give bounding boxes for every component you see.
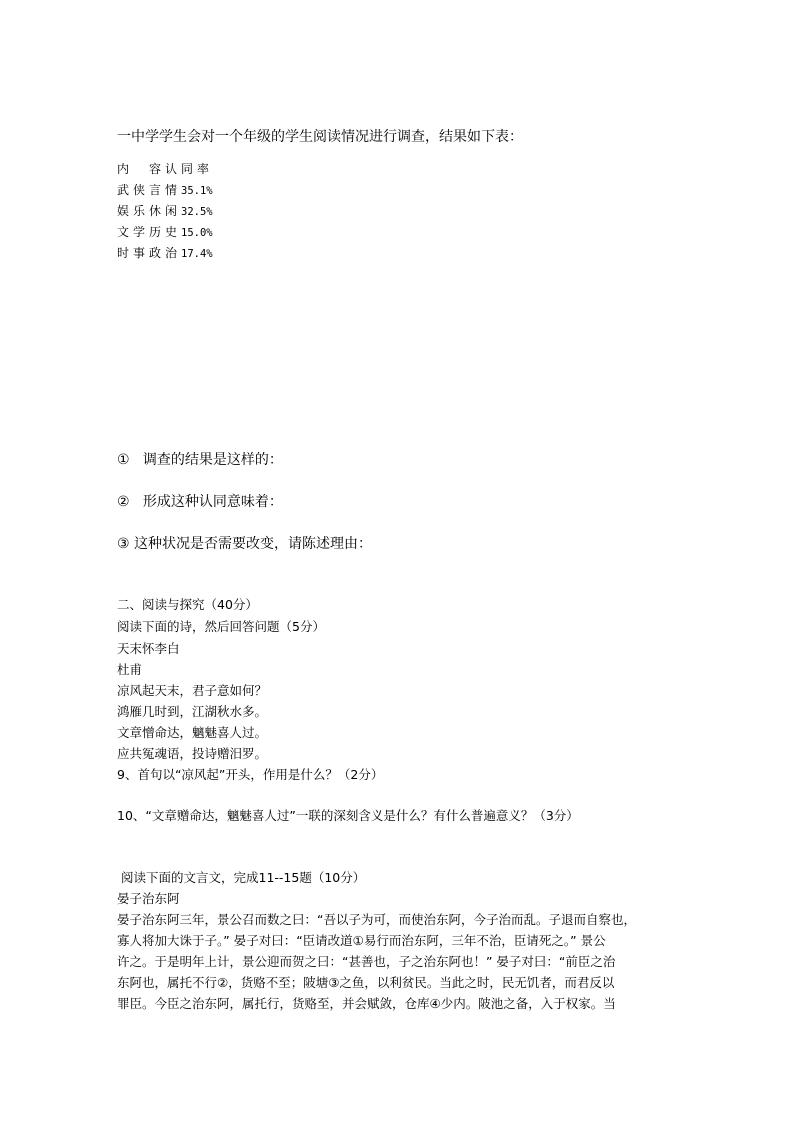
row-label: 时事政治 xyxy=(117,246,182,260)
row-value: 32.5% xyxy=(181,206,213,218)
row-value: 35.1% xyxy=(181,185,213,197)
row-value: 15.0% xyxy=(181,227,213,239)
question-marker: ① xyxy=(117,452,130,468)
intro-text: 一中学学生会对一个年级的学生阅读情况进行调查，结果如下表： xyxy=(117,129,523,145)
classical-line: 罪臣。今臣之治东阿，属托行，货赂至，并会赋敛，仓库④少内。陂池之备，入于权家。当 xyxy=(117,996,616,1011)
classical-line: 晏子治东阿三年，景公召而数之曰：“吾以子为可，而使治东阿，今子治而乱。子退而自察也， xyxy=(117,912,636,927)
question-marker: ② xyxy=(117,494,130,510)
table-header xyxy=(117,160,213,178)
classical-title: 晏子治东阿 xyxy=(117,891,180,906)
table-row xyxy=(117,244,213,263)
poem-instruction: 阅读下面的诗，然后回答问题（5分） xyxy=(117,619,325,634)
question-marker: ③ xyxy=(117,536,130,552)
poem-author: 杜甫 xyxy=(117,662,143,677)
question-2 xyxy=(117,493,283,511)
classical-line: 东阿也，属托不行②，货赂不至；陂塘③之鱼，以利贫民。当此之时，民无饥者，而君反以 xyxy=(117,975,615,990)
table-row xyxy=(117,202,213,221)
header-rate: 认同率 xyxy=(165,162,214,176)
poem-line: 文章憎命达，魑魅喜人过。 xyxy=(117,725,268,740)
classical-line: 寡人将加大诛于子。” 晏子对曰：“臣请改道①易行而治东阿，三年不治，臣请死之。” 景公 xyxy=(117,933,606,948)
question-3 xyxy=(117,535,372,553)
question-text: 这种状况是否需要改变，请陈述理由： xyxy=(134,536,373,552)
row-label: 文学历史 xyxy=(117,225,182,239)
classical-line: 许之。于是明年上计，景公迎而贺之曰：“甚善也，子之治东阿也！” 晏子对曰：“前臣之治 xyxy=(117,954,616,969)
row-label: 娱乐休闲 xyxy=(117,204,182,218)
table-row xyxy=(117,181,213,200)
question-10: 10、“文章赠命达，魑魅喜人过”一联的深刻含义是什么？有什么普遍意义？（3分） xyxy=(117,808,579,823)
poem-line: 凉风起天末，君子意如何？ xyxy=(117,683,268,698)
poem-title: 天末怀李白 xyxy=(117,641,180,656)
question-1 xyxy=(117,451,283,469)
question-text: 形成这种认同意味着： xyxy=(142,494,283,510)
question-9: 9、首句以“凉风起”开头，作用是什么？（2分） xyxy=(117,767,384,782)
row-label: 武侠言情 xyxy=(117,183,182,197)
question-text: 调查的结果是这样的： xyxy=(142,452,283,468)
table-row xyxy=(117,223,213,242)
row-value: 17.4% xyxy=(181,248,213,260)
section-heading: 二、阅读与探究（40分） xyxy=(117,597,258,612)
poem-line: 鸿雁几时到，江湖秋水多。 xyxy=(117,704,268,719)
header-content: 内 容 xyxy=(117,162,166,176)
poem-line: 应共冤魂语，投诗赠汨罗。 xyxy=(117,746,268,761)
classical-instruction: 阅读下面的文言文，完成11--15题（10分） xyxy=(121,870,366,885)
